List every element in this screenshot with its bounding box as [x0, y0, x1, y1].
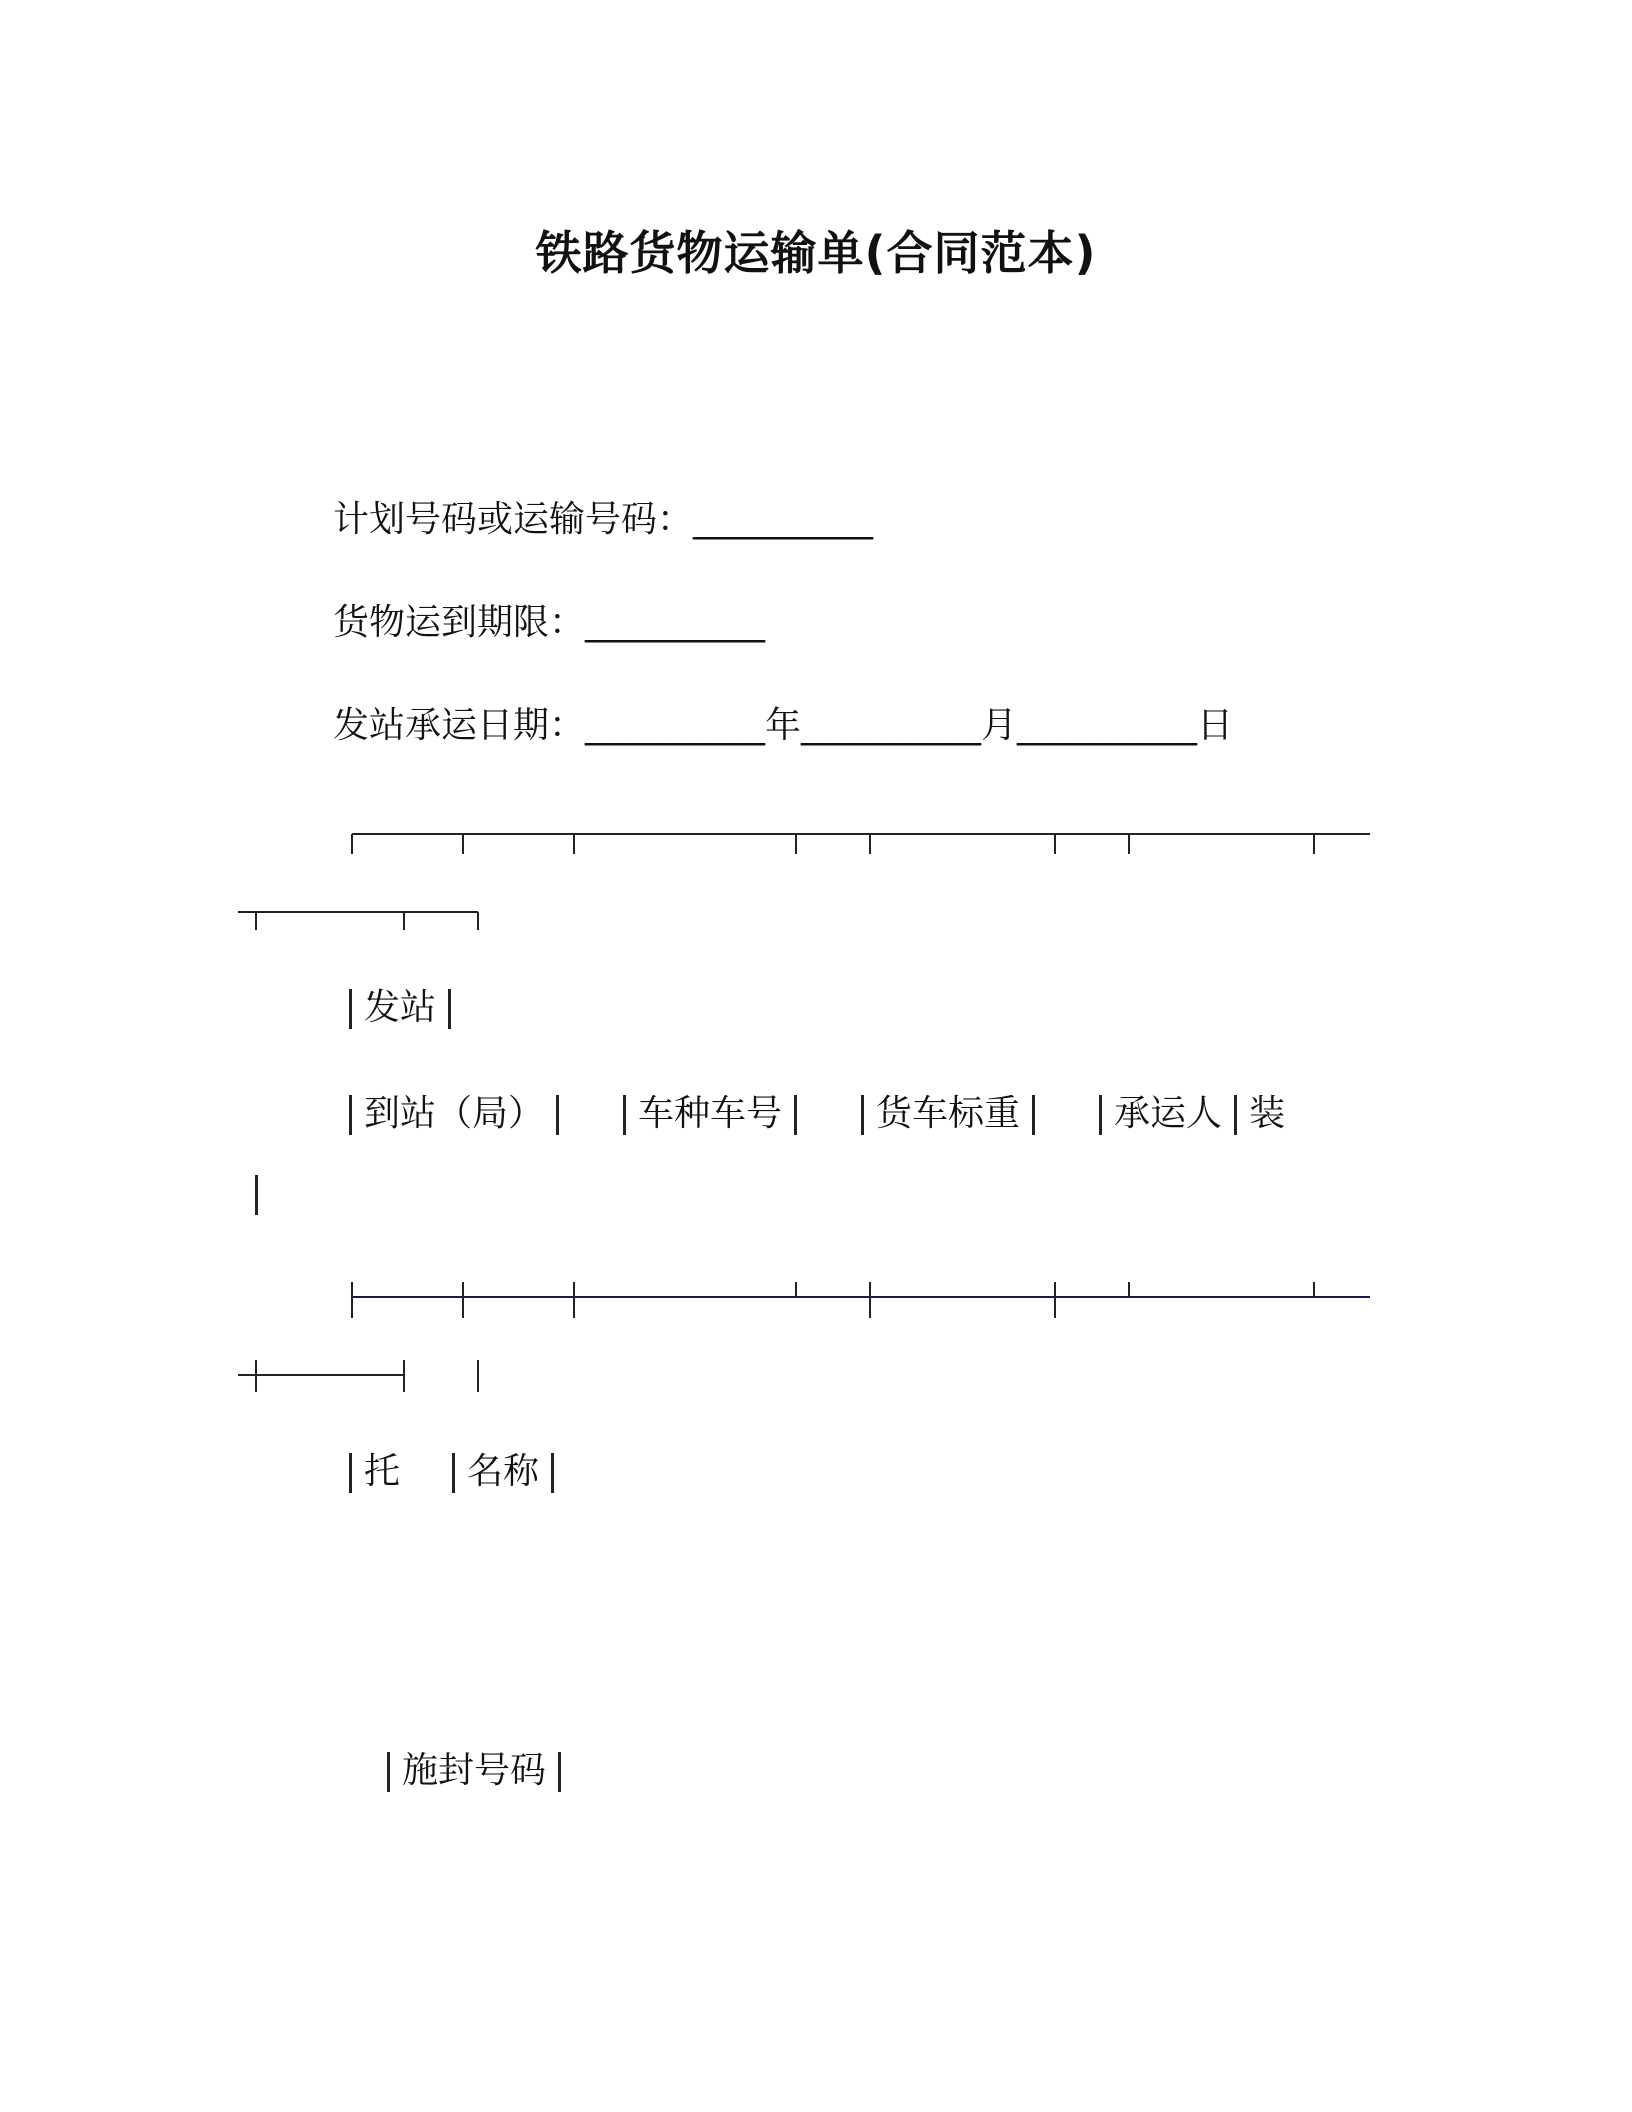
- row-shipper-name: [337, 1447, 566, 1497]
- cell-divider: [387, 1752, 390, 1792]
- loading-label: 装: [1249, 1093, 1286, 1134]
- ship-date-year-label: 年: [765, 705, 802, 746]
- cell-divider: [349, 1453, 352, 1493]
- to-station-label: 到站（局）: [364, 1093, 545, 1134]
- ship-date-label: 发站承运日期：: [333, 705, 586, 746]
- ship-date-year-blank: __________: [585, 705, 766, 746]
- name-label: 名称: [467, 1451, 540, 1492]
- cell-divider: [861, 1095, 864, 1135]
- cell-divider: [558, 1752, 561, 1792]
- cell-divider: [556, 1095, 559, 1135]
- ship-date-month-blank: __________: [801, 705, 982, 746]
- car-tare-weight-label: 货车标重: [876, 1093, 1021, 1134]
- delivery-term-field: 货物运到期限：__________: [333, 602, 766, 643]
- ship-date-day-blank: __________: [1017, 705, 1198, 746]
- cell-divider: [551, 1453, 554, 1493]
- plan-number-field: 计划号码或运输号码：__________: [333, 499, 874, 540]
- carrier-label: 承运人: [1114, 1093, 1223, 1134]
- cell-divider: [349, 1095, 352, 1135]
- row-from-station: [337, 983, 463, 1033]
- cell-divider: [349, 989, 352, 1029]
- cell-divider: [1234, 1095, 1237, 1135]
- cell-divider: [452, 1453, 455, 1493]
- ship-date-day-label: 日: [1197, 705, 1234, 746]
- car-type-number-label: 车种车号: [638, 1093, 783, 1134]
- cell-divider: [794, 1095, 797, 1135]
- cell-divider: [448, 989, 451, 1029]
- cell-divider: [255, 1175, 258, 1215]
- seal-number-label: 施封号码: [402, 1750, 547, 1791]
- row-header-cells: [337, 1089, 1285, 1139]
- row-seal-number: [375, 1746, 573, 1796]
- shipper-label: 托: [364, 1451, 401, 1492]
- cell-divider: [623, 1095, 626, 1135]
- from-station-label: 发站: [364, 987, 437, 1028]
- cell-divider: [1032, 1095, 1035, 1135]
- cell-divider: [1099, 1095, 1102, 1135]
- ship-date-month-label: 月: [981, 705, 1018, 746]
- document-title: 铁路货物运输单(合同范本): [535, 226, 1097, 280]
